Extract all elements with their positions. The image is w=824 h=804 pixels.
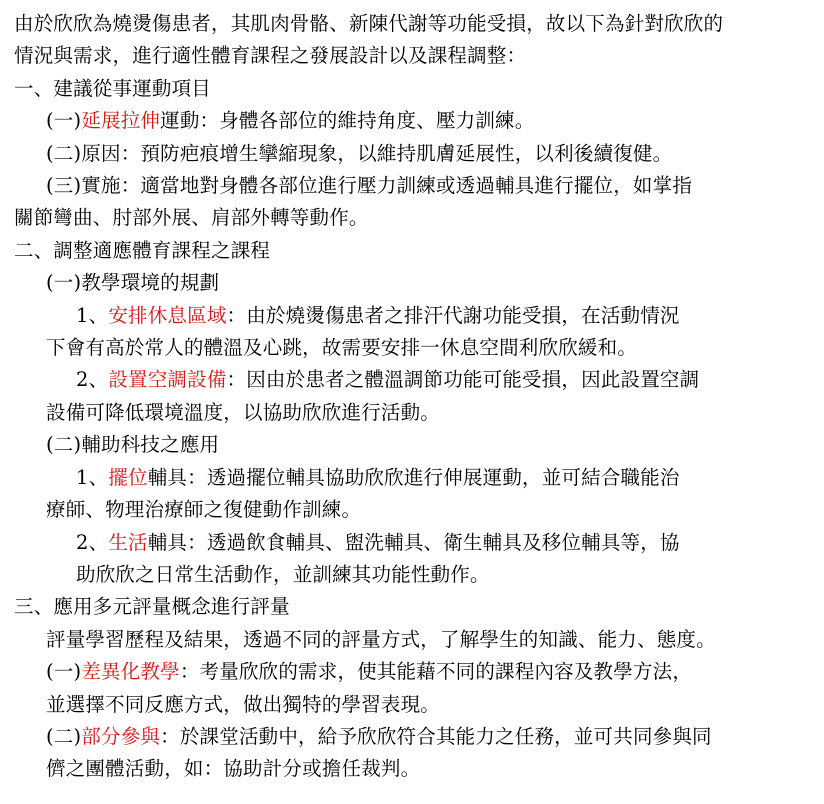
document-line xyxy=(46,332,810,364)
body-text: ：於課堂活動中，給予欣欣符合其能力之任務，並可共同參與同 xyxy=(160,724,712,748)
body-text: ：考量欣欣的需求，使其能藉不同的課程內容及教學方法， xyxy=(179,660,693,684)
body-text: (一) xyxy=(46,109,82,133)
body-text: (二) xyxy=(46,724,82,748)
body-text: (一)教學環境的規劃 xyxy=(46,271,220,295)
body-text: 儕之團體活動，如：協助計分或擔任裁判。 xyxy=(46,757,421,781)
highlighted-text: 差異化教學 xyxy=(81,660,180,684)
document-body xyxy=(14,8,810,786)
highlighted-text: 安排休息區域 xyxy=(108,303,227,327)
body-text: ：因由於患者之體溫調節功能可能受損，因此設置空調 xyxy=(226,368,700,392)
body-text: 下會有高於常人的體溫及心跳，故需要安排一休息空間利欣欣緩和。 xyxy=(46,336,638,360)
document-line xyxy=(46,753,810,785)
highlighted-text: 部分參與 xyxy=(81,724,161,748)
document-line xyxy=(14,591,810,623)
body-text: 一、建議從事運動項目 xyxy=(14,76,212,100)
body-text: 1、 xyxy=(76,465,109,489)
document-line xyxy=(46,624,810,656)
body-text: (三)實施：適當地對身體各部位進行壓力訓練或透過輔具進行擺位，如掌指 xyxy=(46,174,693,198)
body-text: 二、調整適應體育課程之課程 xyxy=(14,238,271,262)
highlighted-text: 生活 xyxy=(108,530,148,554)
highlighted-text: 擺位 xyxy=(108,465,148,489)
body-text: (二)原因：預防疤痕增生攣縮現象，以維持肌膚延展性，以利後續復健。 xyxy=(46,141,673,165)
document-line xyxy=(14,73,810,105)
document-line xyxy=(76,364,810,396)
document-line xyxy=(76,300,810,332)
document-line xyxy=(14,40,810,72)
body-text: 1、 xyxy=(76,303,109,327)
body-text: ：由於燒燙傷患者之排汗代謝功能受損，在活動情況 xyxy=(226,303,680,327)
document-line xyxy=(76,527,810,559)
body-text: 關節彎曲、肘部外展、肩部外轉等動作。 xyxy=(14,206,369,230)
highlighted-text: 延展拉伸 xyxy=(81,109,161,133)
body-text: 療師、物理治療師之復健動作訓練。 xyxy=(46,498,362,522)
body-text: 設備可降低環境溫度，以協助欣欣進行活動。 xyxy=(46,400,441,424)
document-line xyxy=(76,559,810,591)
body-text: 三、應用多元評量概念進行評量 xyxy=(14,595,290,619)
body-text: 2、 xyxy=(76,530,109,554)
highlighted-text: 設置空調設備 xyxy=(108,368,227,392)
document-line xyxy=(14,202,810,234)
document-line xyxy=(46,689,810,721)
document-line xyxy=(14,235,810,267)
body-text: 2、 xyxy=(76,368,109,392)
document-line xyxy=(46,105,810,137)
document-line xyxy=(46,397,810,429)
body-text: 輔具：透過飲食輔具、盥洗輔具、衛生輔具及移位輔具等，協 xyxy=(147,530,680,554)
body-text: 助欣欣之日常生活動作，並訓練其功能性動作。 xyxy=(76,562,490,586)
body-text: 評量學習歷程及結果，透過不同的評量方式，了解學生的知識、能力、態度。 xyxy=(46,627,716,651)
body-text: 運動：身體各部位的維持角度、壓力訓練。 xyxy=(160,109,535,133)
body-text: 輔具：透過擺位輔具協助欣欣進行伸展運動，並可結合職能治 xyxy=(147,465,680,489)
document-line xyxy=(46,494,810,526)
document-line xyxy=(46,138,810,170)
body-text: 由於欣欣為燒燙傷患者，其肌肉骨骼、新陳代謝等功能受損，故以下為針對欣欣的 xyxy=(14,12,724,35)
document-line xyxy=(46,656,810,688)
document-line xyxy=(14,8,810,40)
body-text: (一) xyxy=(46,660,82,684)
document-line xyxy=(46,170,810,202)
document-line xyxy=(46,267,810,299)
body-text: 並選擇不同反應方式，做出獨特的學習表現。 xyxy=(46,692,441,716)
document-line xyxy=(46,429,810,461)
document-line xyxy=(46,721,810,753)
body-text: (二)輔助科技之應用 xyxy=(46,433,220,457)
document-line xyxy=(76,462,810,494)
body-text: 情況與需求，進行適性體育課程之發展設計以及課程調整： xyxy=(14,44,527,68)
